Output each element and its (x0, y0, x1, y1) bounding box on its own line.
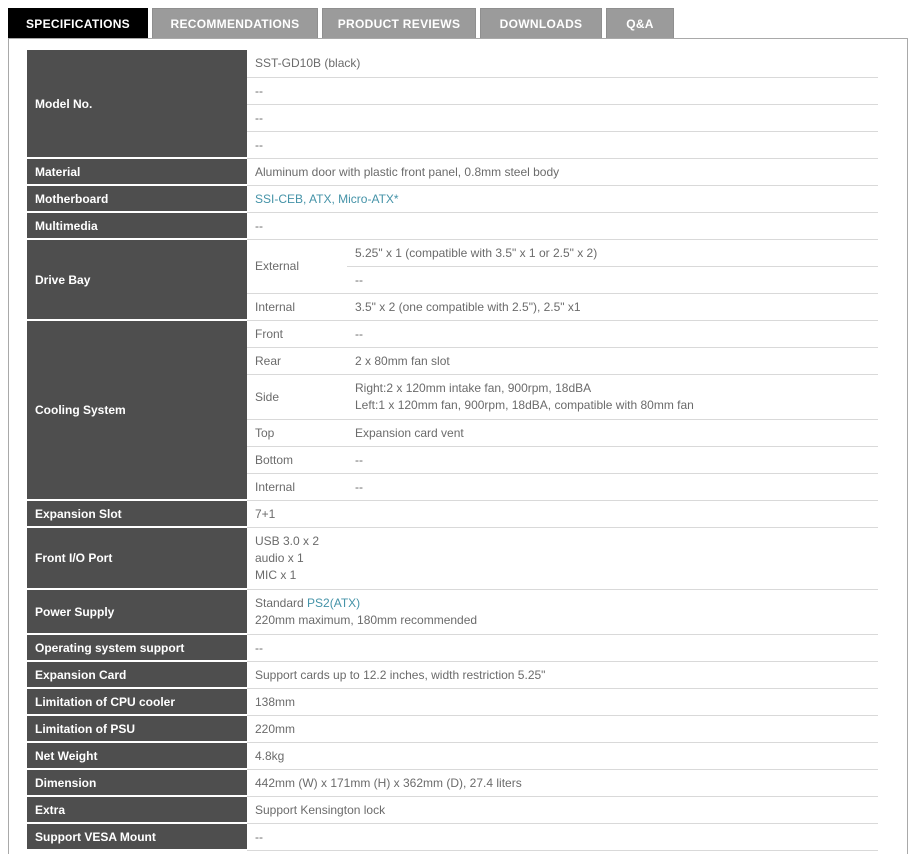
row-label-expansion-slot: Expansion Slot (27, 500, 247, 527)
cooling-internal-value: -- (347, 473, 878, 500)
cooling-front-sublabel: Front (247, 320, 347, 347)
cooling-bottom-value: -- (347, 446, 878, 473)
power-supply-value (247, 589, 878, 634)
tab-downloads[interactable]: DOWNLOADS (480, 8, 602, 38)
front-io-line-mic: MIC x 1 (255, 567, 297, 582)
dimension-value: 442mm (W) x 171mm (H) x 362mm (D), 27.4 liters (247, 769, 878, 796)
spec-row-multimedia (27, 212, 878, 239)
front-io-line-usb: USB 3.0 x 2 (255, 533, 320, 548)
spec-row-expansion-card (27, 661, 878, 688)
cooling-internal-sublabel: Internal (247, 473, 347, 500)
tab-qa[interactable]: Q&A (606, 8, 674, 38)
front-io-line-audio: audio x 1 (255, 550, 304, 565)
cooling-side-line-right: Right:2 x 120mm intake fan, 900rpm, 18dBA (355, 380, 592, 395)
multimedia-value: -- (247, 212, 878, 239)
cpu-cooler-limit-value: 138mm (247, 688, 878, 715)
row-label-os-support: Operating system support (27, 634, 247, 661)
tab-specifications[interactable]: SPECIFICATIONS (8, 8, 148, 38)
spec-row-motherboard (27, 185, 878, 212)
row-label-power-supply: Power Supply (27, 589, 247, 634)
model-no-value-3: -- (247, 104, 878, 131)
row-label-motherboard: Motherboard (27, 185, 247, 212)
specifications-panel (8, 38, 908, 854)
power-supply-line-1 (255, 595, 870, 612)
row-label-vesa-mount: Support VESA Mount (27, 823, 247, 850)
row-label-multimedia: Multimedia (27, 212, 247, 239)
spec-row-vesa-mount (27, 823, 878, 850)
cooling-side-sublabel: Side (247, 374, 347, 419)
row-label-psu-limit: Limitation of PSU (27, 715, 247, 742)
cooling-side-value (347, 374, 878, 419)
cooling-top-value: Expansion card vent (347, 419, 878, 446)
drive-bay-internal-value: 3.5" x 2 (one compatible with 2.5"), 2.5" x1 (347, 293, 878, 320)
row-label-extra: Extra (27, 796, 247, 823)
drive-bay-external-value-2: -- (347, 266, 878, 293)
spec-row-drive-bay (27, 239, 878, 266)
spec-table (27, 50, 878, 851)
cooling-rear-value: 2 x 80mm fan slot (347, 347, 878, 374)
row-label-drive-bay: Drive Bay (27, 239, 247, 320)
cooling-side-line-left: Left:1 x 120mm fan, 900rpm, 18dBA, compatible with 80mm fan (355, 397, 694, 412)
row-label-dimension: Dimension (27, 769, 247, 796)
spec-row-cpu-cooler-limit (27, 688, 878, 715)
model-no-value-4: -- (247, 131, 878, 158)
power-supply-ps2-link[interactable]: PS2(ATX) (307, 595, 361, 610)
model-no-value-1: SST-GD10B (black) (247, 50, 878, 77)
spec-row-material (27, 158, 878, 185)
vesa-mount-value: -- (247, 823, 878, 850)
drive-bay-internal-sublabel: Internal (247, 293, 347, 320)
drive-bay-external-sublabel: External (247, 239, 347, 293)
front-io-value (247, 527, 878, 589)
spec-row-os-support (27, 634, 878, 661)
row-label-material: Material (27, 158, 247, 185)
spec-row-extra (27, 796, 878, 823)
power-supply-line-2: 220mm maximum, 180mm recommended (255, 612, 478, 627)
tab-bar (8, 8, 908, 38)
spec-row-psu-limit (27, 715, 878, 742)
spec-row-expansion-slot (27, 500, 878, 527)
net-weight-value: 4.8kg (247, 742, 878, 769)
tab-product-reviews[interactable]: PRODUCT REVIEWS (322, 8, 476, 38)
model-no-value-2: -- (247, 77, 878, 104)
spec-row-front-io (27, 527, 878, 589)
row-label-front-io-port: Front I/O Port (27, 527, 247, 589)
power-supply-standard-text: Standard (255, 595, 308, 610)
cooling-rear-sublabel: Rear (247, 347, 347, 374)
cooling-top-sublabel: Top (247, 419, 347, 446)
material-value: Aluminum door with plastic front panel, 0.8mm steel body (247, 158, 878, 185)
row-label-expansion-card: Expansion Card (27, 661, 247, 688)
row-label-cpu-cooler-limit: Limitation of CPU cooler (27, 688, 247, 715)
cooling-bottom-sublabel: Bottom (247, 446, 347, 473)
row-label-cooling-system: Cooling System (27, 320, 247, 500)
motherboard-value (247, 185, 878, 212)
spec-row-cooling (27, 320, 878, 347)
cooling-front-value: -- (347, 320, 878, 347)
extra-value: Support Kensington lock (247, 796, 878, 823)
row-label-model-no: Model No. (27, 50, 247, 158)
drive-bay-external-value-1: 5.25" x 1 (compatible with 3.5" x 1 or 2.5" x 2) (347, 239, 878, 266)
os-support-value: -- (247, 634, 878, 661)
row-label-net-weight: Net Weight (27, 742, 247, 769)
spec-row-power-supply (27, 589, 878, 634)
motherboard-form-factor-link[interactable]: SSI-CEB, ATX, Micro-ATX* (255, 191, 399, 206)
expansion-card-value: Support cards up to 12.2 inches, width restriction 5.25" (247, 661, 878, 688)
spec-row-net-weight (27, 742, 878, 769)
expansion-slot-value: 7+1 (247, 500, 878, 527)
spec-row-dimension (27, 769, 878, 796)
spec-row-model-no (27, 50, 878, 77)
psu-limit-value: 220mm (247, 715, 878, 742)
tab-recommendations[interactable]: RECOMMENDATIONS (152, 8, 318, 38)
